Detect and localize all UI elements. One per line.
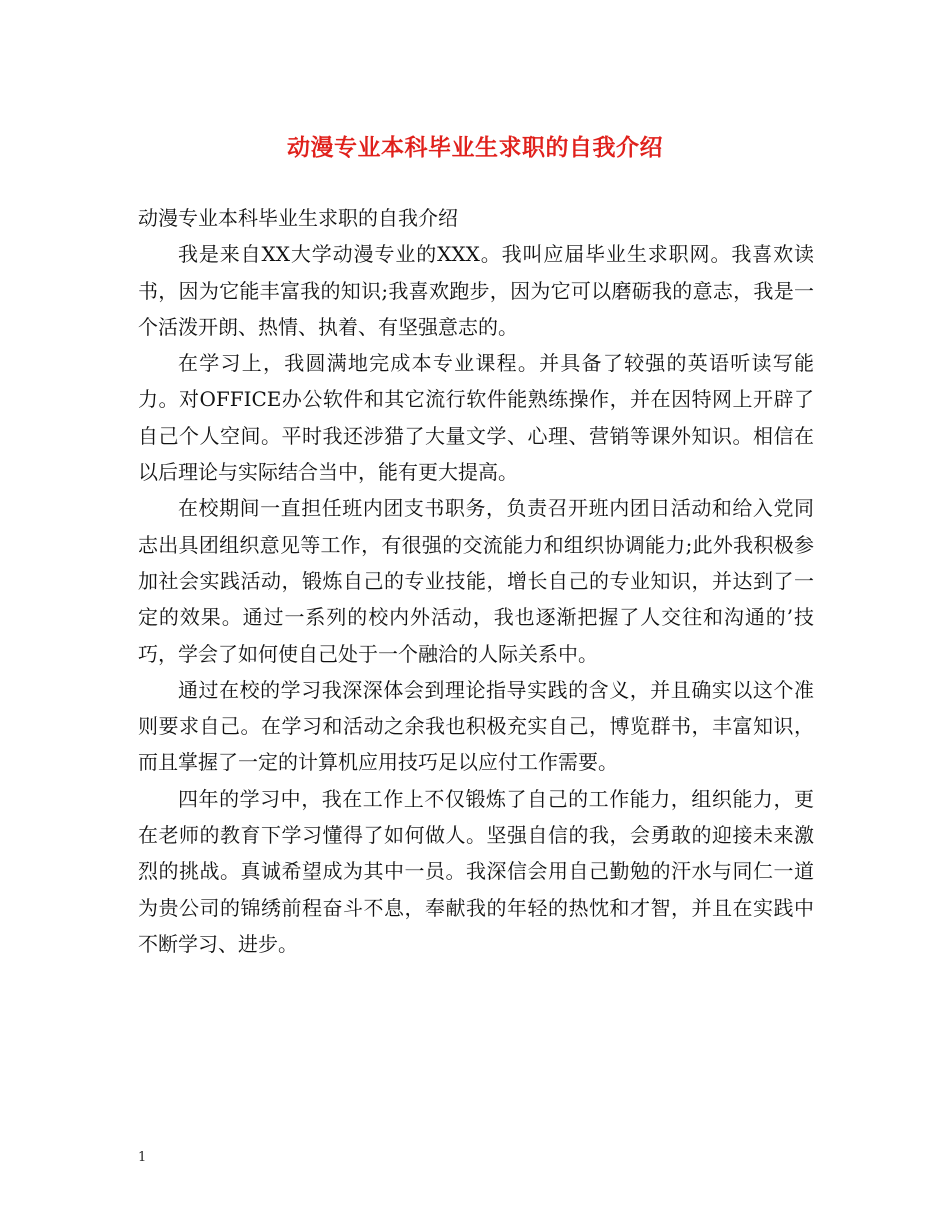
paragraph-1: 我是来自XX大学动漫专业的XXX。我叫应届毕业生求职网。我喜欢读书，因为它能丰富我的知识;我喜欢跑步，因为它可以磨砺我的意志，我是一个活泼开朗、热情、执着、有坚强意志的。 <box>138 242 814 339</box>
paragraph-5: 四年的学习中，我在工作上不仅锻炼了自己的工作能力，组织能力，更在老师的教育下学习懂得了如何做人。坚强自信的我，会勇敢的迎接未来激烈的挑战。真诚希望成为其中一员。我深信会用自己勤勉的汗水与同仁一道为贵公司的锦绣前程奋斗不息，奉献我的年轻的热忱和才智，并且在实践中不断学习、进步。 <box>138 786 814 956</box>
document-body <box>138 200 814 962</box>
document-subtitle: 动漫专业本科毕业生求职的自我介绍 <box>138 206 458 230</box>
paragraph-2: 在学习上，我圆满地完成本专业课程。并具备了较强的英语听读写能力。对OFFICE办公软件和其它流行软件能熟练操作，并在因特网上开辟了自己个人空间。平时我还涉猎了大量文学、心理、营销等课外知识。相信在以后理论与实际结合当中，能有更大提高。 <box>138 351 814 485</box>
paragraph-3: 在校期间一直担任班内团支书职务，负责召开班内团日活动和给入党同志出具团组织意见等工作，有很强的交流能力和组织协调能力;此外我积极参加社会实践活动，锻炼自己的专业技能，增长自己的专业知识，并达到了一定的效果。通过一系列的校内外活动，我也逐渐把握了人交往和沟通的’技巧，学会了如何使自己处于一个融洽的人际关系中。 <box>138 496 814 666</box>
page-number: 1 <box>138 1150 147 1165</box>
document-title: 动漫专业本科毕业生求职的自我介绍 <box>287 134 663 161</box>
paragraph-4: 通过在校的学习我深深体会到理论指导实践的含义，并且确实以这个准则要求自己。在学习和活动之余我也积极充实自己，博览群书，丰富知识，而且掌握了一定的计算机应用技巧足以应付工作需要。 <box>138 677 814 775</box>
